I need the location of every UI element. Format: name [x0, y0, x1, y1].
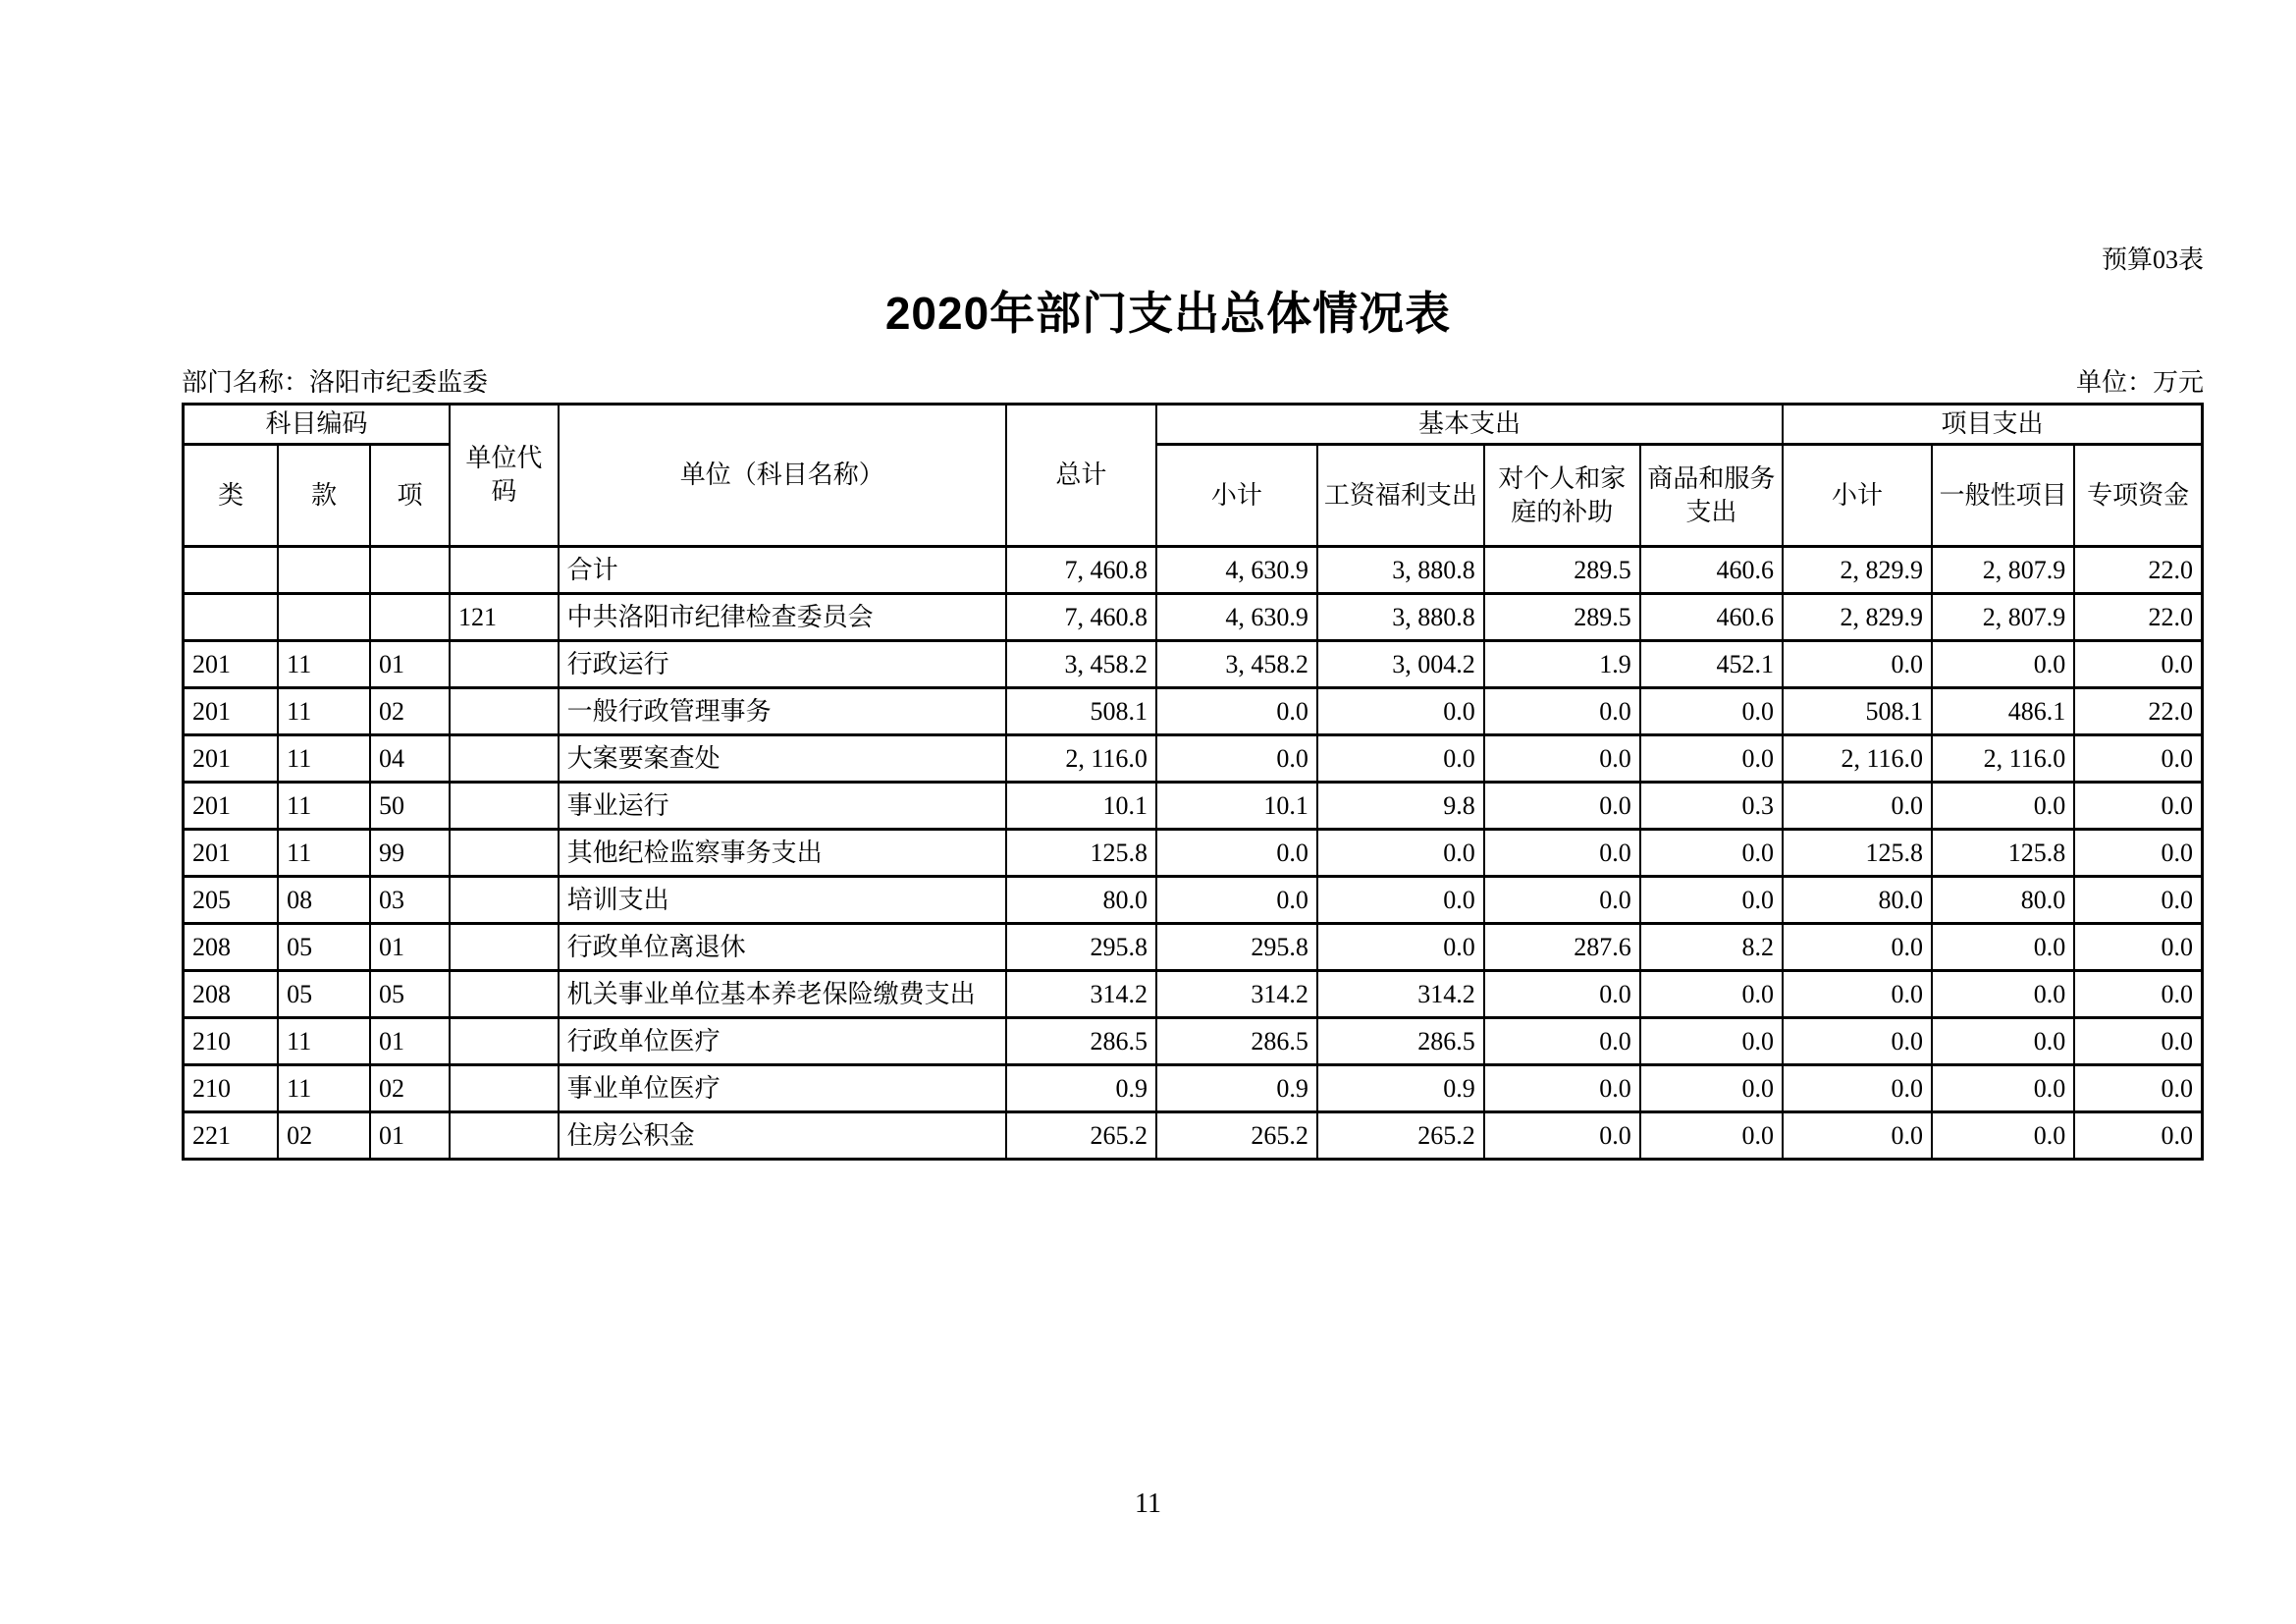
cell-amount: 0.0 [1484, 688, 1640, 735]
cell-amount: 0.0 [1783, 971, 1932, 1018]
cell-amount: 286.5 [1006, 1018, 1156, 1065]
cell-subject-name: 其他纪检监察事务支出 [559, 830, 1006, 877]
cell-amount: 0.0 [1484, 877, 1640, 924]
cell-amount: 314.2 [1006, 971, 1156, 1018]
cell-unit-code [450, 735, 559, 783]
cell-amount: 0.0 [1932, 783, 2074, 830]
cell-amount: 2, 116.0 [1006, 735, 1156, 783]
table-row [184, 1112, 2203, 1160]
cell-unit-code [450, 830, 559, 877]
cell-amount: 0.0 [2074, 1065, 2202, 1112]
cell-amount: 0.0 [2074, 735, 2202, 783]
cell-amount: 80.0 [1006, 877, 1156, 924]
cell-amount: 0.0 [1640, 1065, 1783, 1112]
page-number: 11 [1135, 1489, 1161, 1519]
cell-amount: 486.1 [1932, 688, 2074, 735]
cell-amount: 0.0 [1484, 1112, 1640, 1160]
cell-amount: 10.1 [1156, 783, 1317, 830]
cell-item-code: 99 [370, 830, 450, 877]
cell-amount: 0.9 [1006, 1065, 1156, 1112]
cell-amount: 0.0 [1783, 641, 1932, 688]
cell-item-code: 02 [370, 688, 450, 735]
department-name-label: 部门名称：洛阳市纪委监委 [182, 368, 489, 397]
unit-label: 单位：万元 [2075, 368, 2204, 397]
cell-unit-code [450, 688, 559, 735]
cell-amount: 295.8 [1006, 924, 1156, 971]
cell-amount: 1.9 [1484, 641, 1640, 688]
cell-amount: 265.2 [1156, 1112, 1317, 1160]
cell-item-code: 01 [370, 1112, 450, 1160]
cell-amount: 0.0 [1156, 735, 1317, 783]
header-subject-code: 科目编码 [184, 405, 451, 445]
header-special-funds: 专项资金 [2074, 445, 2202, 547]
cell-section-code: 11 [278, 735, 370, 783]
cell-amount: 2, 807.9 [1932, 547, 2074, 594]
cell-item-code: 03 [370, 877, 450, 924]
cell-class-code: 210 [184, 1018, 279, 1065]
cell-subject-name: 一般行政管理事务 [559, 688, 1006, 735]
cell-amount: 0.0 [1317, 688, 1484, 735]
cell-amount: 0.0 [1317, 735, 1484, 783]
cell-amount: 508.1 [1006, 688, 1156, 735]
cell-unit-code [450, 1018, 559, 1065]
table-header [184, 405, 2203, 547]
cell-amount: 452.1 [1640, 641, 1783, 688]
cell-amount: 0.0 [2074, 1018, 2202, 1065]
cell-amount: 0.0 [1484, 783, 1640, 830]
cell-amount: 314.2 [1156, 971, 1317, 1018]
cell-amount: 265.2 [1006, 1112, 1156, 1160]
header-item: 项 [370, 445, 450, 547]
cell-amount: 4, 630.9 [1156, 594, 1317, 641]
table-body [184, 547, 2203, 1160]
cell-subject-name: 住房公积金 [559, 1112, 1006, 1160]
cell-amount: 4, 630.9 [1156, 547, 1317, 594]
cell-class-code: 208 [184, 924, 279, 971]
cell-amount: 0.0 [1640, 971, 1783, 1018]
cell-item-code [370, 594, 450, 641]
cell-amount: 265.2 [1317, 1112, 1484, 1160]
cell-class-code: 201 [184, 783, 279, 830]
cell-item-code [370, 547, 450, 594]
cell-class-code: 205 [184, 877, 279, 924]
cell-amount: 0.0 [1783, 783, 1932, 830]
cell-amount: 0.0 [1932, 971, 2074, 1018]
header-unit-name: 单位（科目名称） [559, 405, 1006, 547]
cell-class-code: 201 [184, 830, 279, 877]
cell-amount: 0.0 [1156, 688, 1317, 735]
cell-subject-name: 行政单位医疗 [559, 1018, 1006, 1065]
cell-amount: 0.0 [1640, 688, 1783, 735]
cell-amount: 0.0 [1932, 924, 2074, 971]
cell-amount: 7, 460.8 [1006, 547, 1156, 594]
cell-section-code: 05 [278, 924, 370, 971]
cell-amount: 0.0 [1640, 1018, 1783, 1065]
cell-section-code: 11 [278, 641, 370, 688]
cell-item-code: 02 [370, 1065, 450, 1112]
cell-amount: 22.0 [2074, 594, 2202, 641]
cell-amount: 2, 116.0 [1932, 735, 2074, 783]
cell-amount: 0.0 [1484, 735, 1640, 783]
cell-amount: 0.0 [2074, 830, 2202, 877]
cell-section-code [278, 547, 370, 594]
cell-amount: 22.0 [2074, 688, 2202, 735]
cell-amount: 3, 458.2 [1156, 641, 1317, 688]
cell-unit-code [450, 783, 559, 830]
cell-class-code [184, 547, 279, 594]
cell-amount: 0.0 [1156, 877, 1317, 924]
cell-section-code: 11 [278, 783, 370, 830]
cell-amount: 0.0 [2074, 877, 2202, 924]
table-row [184, 924, 2203, 971]
cell-amount: 2, 829.9 [1783, 594, 1932, 641]
cell-amount: 286.5 [1317, 1018, 1484, 1065]
cell-class-code: 210 [184, 1065, 279, 1112]
cell-subject-name: 合计 [559, 547, 1006, 594]
cell-amount: 0.0 [1783, 1018, 1932, 1065]
cell-amount: 22.0 [2074, 547, 2202, 594]
cell-amount: 0.0 [1156, 830, 1317, 877]
cell-amount: 0.0 [1932, 641, 2074, 688]
cell-amount: 3, 004.2 [1317, 641, 1484, 688]
cell-amount: 289.5 [1484, 547, 1640, 594]
cell-item-code: 05 [370, 971, 450, 1018]
cell-amount: 289.5 [1484, 594, 1640, 641]
cell-amount: 0.0 [1640, 1112, 1783, 1160]
cell-item-code: 01 [370, 1018, 450, 1065]
cell-unit-code [450, 924, 559, 971]
cell-class-code: 201 [184, 641, 279, 688]
cell-item-code: 04 [370, 735, 450, 783]
table-row [184, 641, 2203, 688]
cell-amount: 0.0 [1783, 924, 1932, 971]
cell-subject-name: 中共洛阳市纪律检查委员会 [559, 594, 1006, 641]
table-row [184, 783, 2203, 830]
document-content [182, 0, 2204, 1161]
header-wages-benefits: 工资福利支出 [1317, 445, 1484, 547]
form-number-label: 预算03表 [2101, 245, 2204, 274]
cell-amount: 0.0 [1783, 1065, 1932, 1112]
cell-amount: 0.0 [1317, 924, 1484, 971]
cell-class-code: 221 [184, 1112, 279, 1160]
cell-subject-name: 培训支出 [559, 877, 1006, 924]
cell-amount: 80.0 [1783, 877, 1932, 924]
cell-amount: 7, 460.8 [1006, 594, 1156, 641]
cell-amount: 314.2 [1317, 971, 1484, 1018]
cell-amount: 0.0 [1640, 735, 1783, 783]
cell-section-code: 11 [278, 1065, 370, 1112]
budget-table [182, 403, 2204, 1161]
cell-amount: 0.3 [1640, 783, 1783, 830]
cell-amount: 0.9 [1156, 1065, 1317, 1112]
cell-amount: 0.0 [2074, 1112, 2202, 1160]
cell-section-code: 11 [278, 1018, 370, 1065]
cell-unit-code [450, 877, 559, 924]
cell-subject-name: 机关事业单位基本养老保险缴费支出 [559, 971, 1006, 1018]
cell-amount: 286.5 [1156, 1018, 1317, 1065]
table-meta-row [182, 367, 2204, 399]
table-row [184, 830, 2203, 877]
cell-item-code: 50 [370, 783, 450, 830]
cell-amount: 0.0 [1640, 877, 1783, 924]
header-goods-services: 商品和服务支出 [1640, 445, 1783, 547]
cell-section-code: 11 [278, 830, 370, 877]
cell-amount: 287.6 [1484, 924, 1640, 971]
cell-amount: 0.0 [1484, 971, 1640, 1018]
cell-section-code: 11 [278, 688, 370, 735]
table-row [184, 688, 2203, 735]
cell-unit-code [450, 1065, 559, 1112]
cell-amount: 0.0 [2074, 783, 2202, 830]
cell-amount: 9.8 [1317, 783, 1484, 830]
header-class: 类 [184, 445, 279, 547]
cell-class-code: 201 [184, 735, 279, 783]
cell-amount: 3, 458.2 [1006, 641, 1156, 688]
table-row [184, 1018, 2203, 1065]
cell-item-code: 01 [370, 641, 450, 688]
table-row [184, 971, 2203, 1018]
table-row [184, 547, 2203, 594]
cell-amount: 0.9 [1317, 1065, 1484, 1112]
cell-amount: 3, 880.8 [1317, 594, 1484, 641]
cell-amount: 0.0 [1932, 1112, 2074, 1160]
header-project-expenditure: 项目支出 [1783, 405, 2203, 445]
cell-amount: 2, 829.9 [1783, 547, 1932, 594]
cell-amount: 0.0 [1317, 830, 1484, 877]
cell-section-code: 08 [278, 877, 370, 924]
cell-amount: 0.0 [1932, 1018, 2074, 1065]
cell-amount: 460.6 [1640, 547, 1783, 594]
cell-amount: 125.8 [1006, 830, 1156, 877]
header-individual-family-subsidies: 对个人和家庭的补助 [1484, 445, 1640, 547]
cell-subject-name: 大案要案查处 [559, 735, 1006, 783]
cell-amount: 125.8 [1932, 830, 2074, 877]
cell-item-code: 01 [370, 924, 450, 971]
cell-class-code: 208 [184, 971, 279, 1018]
cell-amount: 0.0 [1783, 1112, 1932, 1160]
cell-amount: 8.2 [1640, 924, 1783, 971]
cell-subject-name: 行政单位离退休 [559, 924, 1006, 971]
cell-amount: 0.0 [1932, 1065, 2074, 1112]
cell-section-code [278, 594, 370, 641]
cell-amount: 460.6 [1640, 594, 1783, 641]
cell-unit-code [450, 641, 559, 688]
table-row [184, 735, 2203, 783]
cell-amount: 0.0 [1484, 1018, 1640, 1065]
cell-unit-code [450, 1112, 559, 1160]
header-project-subtotal: 小计 [1783, 445, 1932, 547]
cell-amount: 0.0 [1317, 877, 1484, 924]
cell-amount: 0.0 [2074, 641, 2202, 688]
header-section: 款 [278, 445, 370, 547]
cell-amount: 0.0 [1484, 830, 1640, 877]
cell-amount: 0.0 [2074, 971, 2202, 1018]
cell-amount: 2, 807.9 [1932, 594, 2074, 641]
table-row [184, 594, 2203, 641]
header-basic-expenditure: 基本支出 [1156, 405, 1783, 445]
cell-amount: 10.1 [1006, 783, 1156, 830]
cell-unit-code: 121 [450, 594, 559, 641]
header-total: 总计 [1006, 405, 1156, 547]
cell-subject-name: 行政运行 [559, 641, 1006, 688]
header-basic-subtotal: 小计 [1156, 445, 1317, 547]
cell-amount: 0.0 [2074, 924, 2202, 971]
cell-amount: 2, 116.0 [1783, 735, 1932, 783]
cell-unit-code [450, 971, 559, 1018]
cell-amount: 0.0 [1484, 1065, 1640, 1112]
header-general-projects: 一般性项目 [1932, 445, 2074, 547]
cell-subject-name: 事业运行 [559, 783, 1006, 830]
cell-section-code: 05 [278, 971, 370, 1018]
cell-class-code [184, 594, 279, 641]
table-row [184, 1065, 2203, 1112]
header-unit-code: 单位代码 [450, 405, 559, 547]
cell-class-code: 201 [184, 688, 279, 735]
cell-section-code: 02 [278, 1112, 370, 1160]
table-row [184, 877, 2203, 924]
cell-amount: 3, 880.8 [1317, 547, 1484, 594]
page-title: 2020年部门支出总体情况表 [884, 288, 1452, 339]
cell-unit-code [450, 547, 559, 594]
cell-amount: 125.8 [1783, 830, 1932, 877]
cell-amount: 508.1 [1783, 688, 1932, 735]
cell-amount: 0.0 [1640, 830, 1783, 877]
cell-amount: 80.0 [1932, 877, 2074, 924]
cell-amount: 295.8 [1156, 924, 1317, 971]
cell-subject-name: 事业单位医疗 [559, 1065, 1006, 1112]
